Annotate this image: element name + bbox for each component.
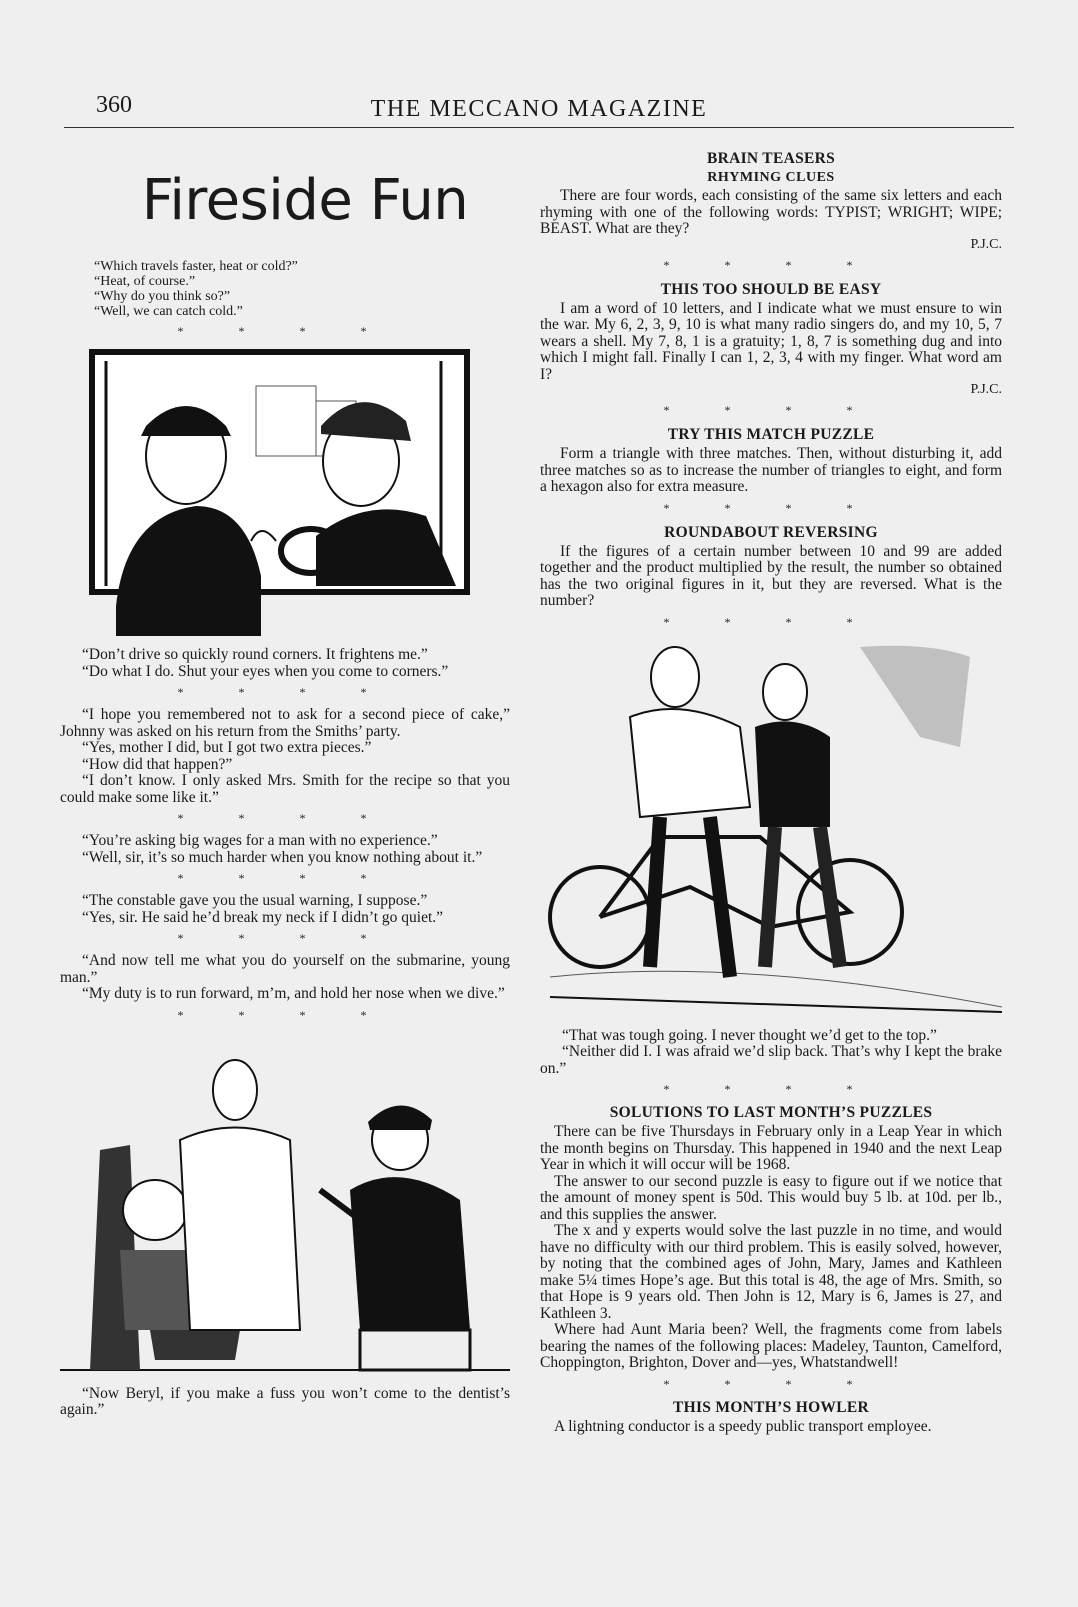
cake-joke [60, 707, 510, 806]
joke-line: “Well, we can catch cold.” [94, 304, 243, 319]
brain-teasers-heading: BRAIN TEASERS [706, 150, 836, 167]
joke-line: “Why do you think so?” [94, 289, 231, 304]
puzzle-heading: ROUNDABOUT REVERSING [664, 523, 878, 541]
solution-paragraph: The x and y experts would solve the last puzzle in no time, and would have no difficulty with our third problem. This is easily solved, however, by noting that the combined ages of John, Mary, James and Kathleen make 5¼ times Hope’s age. But this total is 48, the age of Mrs. Smith, so that Hope is 9 years old. Then John is 12, Mary is 6, James is 27, and Kathleen 3. [540, 1222, 1002, 1322]
joke-line: “You’re asking big wages for a man with no experience.” [82, 832, 438, 849]
caption-line: “Do what I do. Shut your eyes when you come to corners.” [82, 662, 449, 680]
separator-stars: * * * * [177, 811, 393, 825]
solution-paragraph: There can be five Thursdays in February only in a Leap Year in which the month begins on Thursday. This happened in 1940 and the next Leap Year in which it will occur will be 1968. [540, 1123, 1002, 1173]
magazine-title: THE MECCANO MAGAZINE [370, 96, 708, 122]
solution-paragraph: The answer to our second puzzle is easy to figure out if we notice that the amount of money spent is 50d. This would buy 5 lb. at 10d. per lb., and this supplies the answer. [540, 1172, 1002, 1223]
puzzle-text: If the figures of a certain number between 10 and 99 are added together and the product multiplied by the result, the number so obtained has the two original figures in it, but they are reversed. What is the number? [540, 542, 1002, 609]
rhyming-clues [540, 170, 1002, 253]
separator-stars: * * * * [663, 1376, 879, 1391]
bicycle-cartoon [540, 637, 1002, 1022]
author-signature: P.J.C. [970, 236, 1002, 252]
separator-stars: * * * * [663, 1082, 879, 1096]
bicycle-caption [540, 1028, 1002, 1078]
header-rule [64, 127, 1014, 128]
separator-stars: * * * * [663, 403, 879, 417]
reversing-puzzle [540, 524, 1002, 610]
joke-line: “The constable gave you the usual warning, I suppose.” [82, 892, 428, 909]
heat-cold-joke [60, 259, 510, 319]
joke-line: “My duty is to run forward, m’m, and hold her nose when we dive.” [82, 985, 505, 1002]
joke-line: “Yes, sir. He said he’d break my neck if I didn’t go quiet.” [82, 908, 444, 926]
separator-stars: * * * * [177, 1007, 393, 1022]
dentist-caption [60, 1386, 510, 1419]
joke-line: “I hope you remembered not to ask for a second piece of cake,” Johnny was asked on his return from the Smiths’ party. [60, 706, 510, 740]
car-caption [60, 647, 510, 680]
joke-line: “Yes, mother I did, but I got two extra pieces.” [82, 739, 372, 756]
joke-line: “And now tell me what you do yourself on the submarine, young man.” [60, 952, 510, 986]
puzzle-text: There are four words, each consisting of the same six letters and each rhyming with one of the following words: TYPIST; WRIGHT; WIPE; BEAST. What are they? [540, 187, 1002, 237]
separator-stars: * * * * [177, 871, 393, 885]
caption-line: “That was tough going. I never thought we’d get to the top.” [562, 1026, 937, 1044]
car-cartoon [86, 346, 506, 641]
joke-line: “Heat, of course.” [94, 274, 196, 289]
puzzle-heading: RHYMING CLUES [707, 170, 835, 185]
left-column [60, 150, 510, 1419]
match-puzzle [540, 426, 1002, 496]
joke-line: “How did that happen?” [82, 755, 233, 773]
puzzle-text: Form a triangle with three matches. Then, without disturbing it, add three matches so as to increase the number of triangles to eight, and form a hexagon also for extra measure. [540, 445, 1002, 495]
caption-line: “Don’t drive so quickly round corners. It frightens me.” [82, 646, 428, 663]
word-puzzle [540, 281, 1002, 399]
dentist-cartoon [60, 1030, 510, 1380]
joke-line: “Well, sir, it’s so much harder when you know nothing about it.” [82, 848, 483, 866]
section-title: Fireside Fun [141, 168, 469, 233]
howler-section [540, 1399, 1002, 1436]
separator-stars: * * * * [663, 614, 879, 629]
separator-stars: * * * * [177, 324, 393, 338]
puzzle-heading: THIS TOO SHOULD BE EASY [660, 280, 882, 298]
page-number: 360 [96, 92, 132, 118]
puzzle-heading: TRY THIS MATCH PUZZLE [667, 426, 875, 443]
solutions-heading: SOLUTIONS TO LAST MONTH’S PUZZLES [609, 1104, 933, 1121]
joke-line: “I don’t know. I only asked Mrs. Smith for the recipe so that you could make some like it.” [60, 772, 510, 806]
submarine-joke [60, 953, 510, 1003]
separator-stars: * * * * [663, 257, 879, 272]
wages-joke [60, 833, 510, 866]
right-column [540, 150, 1002, 1435]
caption-line: “Now Beryl, if you make a fuss you won’t come to the dentist’s again.” [60, 1384, 510, 1418]
constable-joke [60, 893, 510, 926]
puzzle-text: I am a word of 10 letters, and I indicate what we must ensure to win the war. My 6, 2, 3, 9, 10 is what many radio singers do, and my 10, 5, 7 wears a shell. My 7, 8, 1 is a gratuity; 1, 8, 7 is something dug and into which I might fall. Finally I can 1, 2, 3, 4 with my finger. What word am I? [540, 299, 1002, 383]
caption-line: “Neither did I. I was afraid we’d slip back. That’s why I kept the brake on.” [540, 1043, 1002, 1077]
joke-line: “Which travels faster, heat or cold?” [94, 259, 298, 274]
separator-stars: * * * * [663, 500, 879, 515]
howler-heading: THIS MONTH’S HOWLER [672, 1398, 870, 1416]
separator-stars: * * * * [177, 931, 393, 945]
solution-paragraph: Where had Aunt Maria been? Well, the fragments come from labels bearing the names of the following places: Madeley, Taunton, Camelford, Choppington, Brighton, Dover and—yes, Whatstandwell! [540, 1321, 1002, 1371]
separator-stars: * * * * [177, 685, 393, 699]
howler-text: A lightning conductor is a speedy public transport employee. [554, 1417, 932, 1435]
author-signature: P.J.C. [970, 382, 1002, 397]
solutions-section [540, 1104, 1002, 1372]
